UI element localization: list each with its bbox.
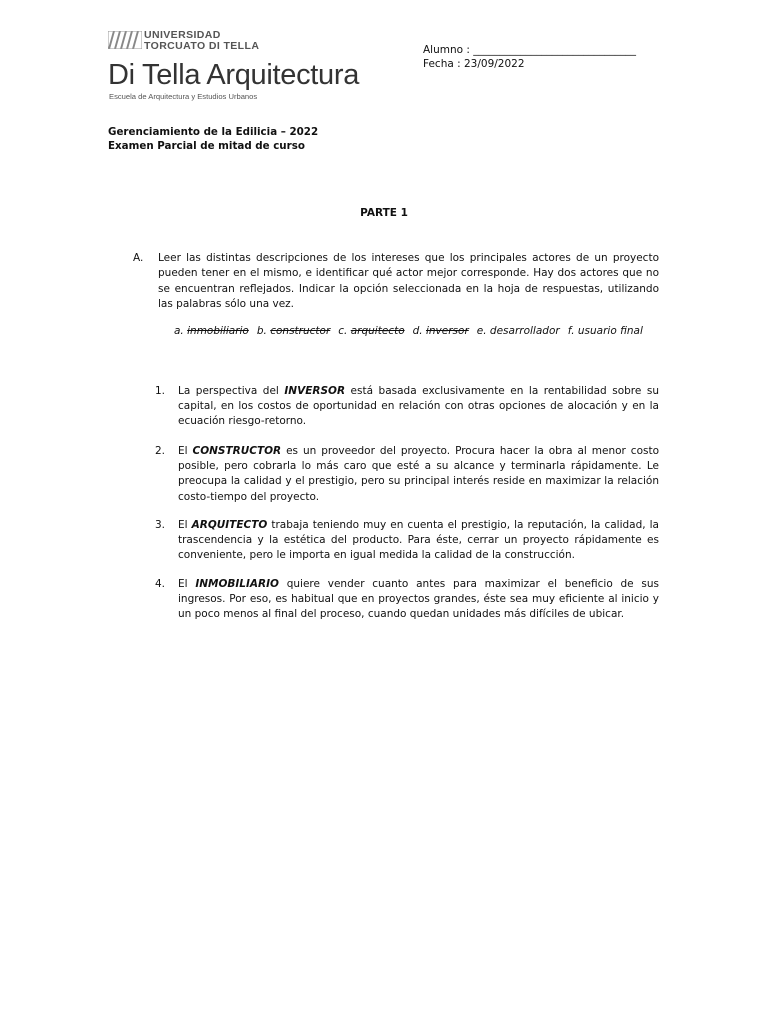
question-item [155,444,659,505]
actor-option: c. arquitecto [338,325,405,337]
course-info [108,125,318,153]
question-number: 1. [155,385,166,397]
item-a-text: Leer las distintas descripciones de los intereses que los principales actores de un proyecto pueden tener en el mismo, e identificar qué actor mejor corresponde. Hay dos actores que no se encuentran reflejados. Indicar la opción seleccionada en la hoja de respuestas, utilizando las palabras sólo una vez. [158,252,659,311]
actor-option: b. constructor [256,325,331,337]
question-keyword: ARQUITECTO [191,519,268,531]
actor-option: e. desarrollador [476,325,560,337]
item-a-marker: A. [133,252,144,264]
question-number: 2. [155,445,166,457]
question-item [155,518,659,564]
question-keyword: INVERSOR [284,385,346,397]
question-text: El INMOBILIARIO quiere vender cuanto antes para maximizar el beneficio de sus ingresos. Por eso, es habitual que en proyectos grandes, éste sea muy eficiente al inicio y un poco menos al final del proceso, cuando quedan unidades más difíciles de ubicar. [178,578,660,621]
actor-option: a. inmobiliario [174,325,249,337]
student-name-field: Alumno : _______________________________ [423,44,637,56]
logo-university-line2: TORCUATO DI TELLA [144,40,260,52]
logo-university-line1: UNIVERSIDAD [144,29,221,41]
course-title: Gerenciamiento de la Edilicia – 2022 [108,126,319,138]
question-text: La perspectiva del INVERSOR está basada exclusivamente en la rentabilidad sobre su capital, en los costos de oportunidad en relación con otras opciones de alocación y en la ecuación riesgo-retorno. [178,385,659,428]
section-title: PARTE 1 [360,207,408,219]
exam-date: Fecha : 23/09/2022 [423,58,525,70]
question-item [155,384,659,430]
logo-title: Di Tella Arquitectura [108,59,360,91]
stripes-logo-icon [108,31,142,49]
actor-option: f. usuario final [567,325,643,337]
question-number: 4. [155,578,166,590]
logo-subtitle: Escuela de Arquitectura y Estudios Urbanos [109,92,258,101]
student-header [423,43,636,71]
question-number: 3. [155,519,166,531]
actor-options [174,325,651,337]
question-keyword: CONSTRUCTOR [192,445,282,457]
actor-option: d. inversor [412,325,469,337]
exam-title: Examen Parcial de mitad de curso [108,140,305,152]
question-item [155,577,659,623]
question-keyword: INMOBILIARIO [195,578,279,590]
instruction-item-a [133,251,659,313]
university-logo [108,29,360,104]
question-text: El ARQUITECTO trabaja teniendo muy en cuenta el prestigio, la reputación, la calidad, la trascendencia y la estética del producto. Para éste, cerrar un proyecto rápidamente es conveniente, pero le importa en igual medida la calidad de la construcción. [178,519,659,562]
question-text: El CONSTRUCTOR es un proveedor del proyecto. Procura hacer la obra al menor costo posible, pero cobrarla lo más caro que esté a su alcance y terminarla rápidamente. Le preocupa la calidad y el prestigio, pero su principal interés reside en maximizar la relación costo-tiempo del proyecto. [178,445,659,503]
